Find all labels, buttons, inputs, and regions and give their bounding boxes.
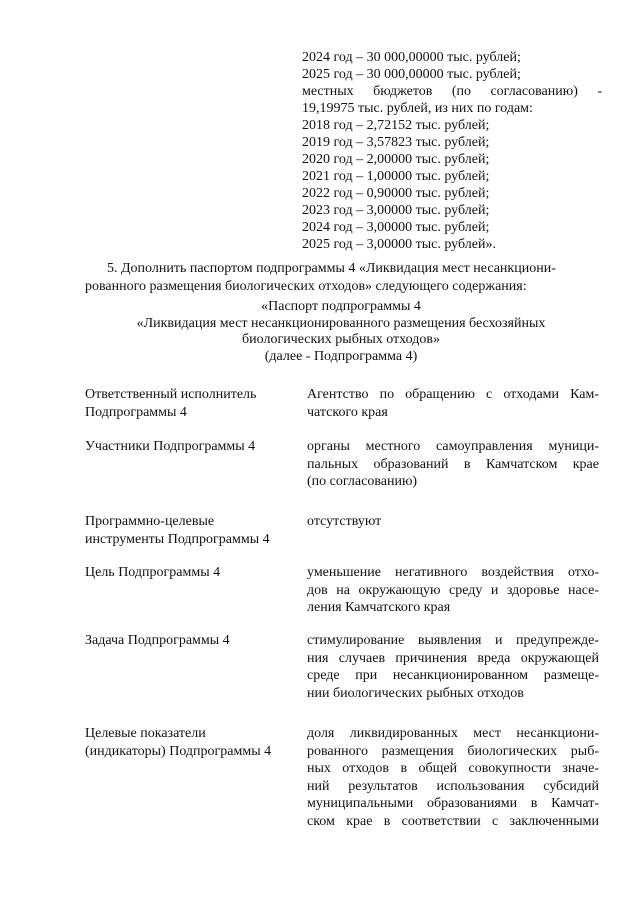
row-value-line: доля ликвидированных мест несанкциони- <box>307 726 599 741</box>
row-value <box>307 386 599 421</box>
row-value-line: муниципальными образованиями в Камчат- <box>307 796 599 811</box>
row-label <box>85 632 290 650</box>
row-label <box>85 513 290 548</box>
row-label <box>85 725 290 760</box>
row-value <box>307 438 599 491</box>
funding-line: 2025 год – 3,00000 тыс. рублей». <box>302 237 496 252</box>
row-value <box>307 564 599 617</box>
passport-title-line: биологических рыбных отходов» <box>242 332 440 347</box>
row-value <box>307 725 599 830</box>
passport-title-line: (далее - Подпрограмма 4) <box>264 348 418 364</box>
row-label-line: Целевые показатели <box>85 726 206 741</box>
row-label-line: инструменты Подпрограммы 4 <box>85 531 270 547</box>
funding-line: 2024 год – 30 000,00000 тыс. рублей; <box>302 50 521 65</box>
paragraph-line: рованного размещения биологических отходов» следующего содержания: <box>85 279 527 294</box>
row-value-line: стимулирование выявления и предупрежде- <box>307 633 599 648</box>
row-value-line: чатского края <box>307 404 388 420</box>
row-value-line: ления Камчатского края <box>307 600 451 615</box>
row-value-line: органы местного самоуправления муници- <box>307 439 599 454</box>
row-value-line: отсутствуют <box>307 514 382 529</box>
row-value-line: ния случаев причинения вреда окружающей <box>307 650 599 666</box>
row-value-line: нии биологических рыбных отходов <box>307 685 524 701</box>
amendment-paragraph <box>85 260 597 296</box>
row-label-line: Задача Подпрограммы 4 <box>85 633 230 648</box>
funding-line: 2018 год – 2,72152 тыс. рублей; <box>302 118 490 133</box>
row-value-line: (по согласованию) <box>307 474 418 489</box>
row-value <box>307 632 599 702</box>
row-label-line: Подпрограммы 4 <box>85 404 187 420</box>
row-label-line: Участники Подпрограммы 4 <box>85 439 256 454</box>
row-label <box>85 386 290 421</box>
funding-line: местных бюджетов (по согласованию) - <box>302 84 602 99</box>
funding-line: 2025 год – 30 000,00000 тыс. рублей; <box>302 67 521 82</box>
funding-line: 2022 год – 0,90000 тыс. рублей; <box>302 186 490 201</box>
row-value-line: среде при несанкционированном размеще- <box>307 668 599 683</box>
paragraph-line: 5. Дополнить паспортом подпрограммы 4 «Ликвидация мест несанкциони- <box>107 261 556 276</box>
row-value <box>307 513 599 531</box>
row-value-line: Агентство по обращению с отходами Кам- <box>307 387 599 402</box>
funding-line: 19,19975 тыс. рублей, из них по годам: <box>302 101 533 116</box>
row-label-line: (индикаторы) Подпрограммы 4 <box>85 743 272 759</box>
passport-title-line: «Ликвидация мест несанкционированного размещения бесхозяйных <box>136 315 546 331</box>
row-label-line: Программно-целевые <box>85 514 215 529</box>
row-label-line: Цель Подпрограммы 4 <box>85 565 221 580</box>
row-label <box>85 564 290 582</box>
row-label-line: Ответственный исполнитель <box>85 387 257 402</box>
row-value-line: ний результатов использования субсидий <box>307 778 599 794</box>
funding-line: 2021 год – 1,00000 тыс. рублей; <box>302 169 490 184</box>
passport-title-line: «Паспорт подпрограммы 4 <box>261 299 421 314</box>
row-value-line: уменьшение негативного воздействия отхо- <box>307 565 599 580</box>
row-value-line: дов на окружающую среду и здоровье насе- <box>307 582 599 598</box>
funding-line: 2023 год – 3,00000 тыс. рублей; <box>302 203 490 218</box>
passport-title <box>85 299 597 365</box>
funding-line: 2020 год – 2,00000 тыс. рублей; <box>302 152 490 167</box>
funding-by-year-list <box>302 49 602 253</box>
funding-line: 2024 год – 3,00000 тыс. рублей; <box>302 220 490 235</box>
row-label <box>85 438 290 456</box>
row-value-line: ском крае в соответствии с заключенными <box>307 813 599 829</box>
row-value-line: ных отходов в общей совокупности значе- <box>307 761 599 776</box>
row-value-line: пальных образований в Камчатском крае <box>307 456 599 472</box>
funding-line: 2019 год – 3,57823 тыс. рублей; <box>302 135 490 150</box>
row-value-line: рованного размещения биологических рыб- <box>307 743 599 759</box>
